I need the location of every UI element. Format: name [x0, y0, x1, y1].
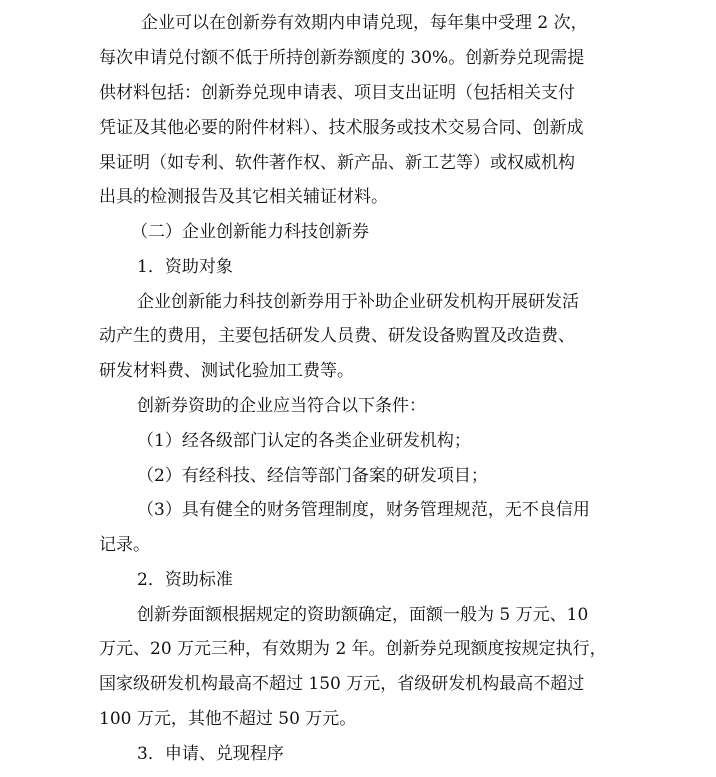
paragraph-line: 每次申请兑付额不低于所持创新券额度的 30%。创新券兑现需提	[99, 48, 585, 68]
list-item-continuation: 记录。	[99, 535, 150, 555]
paragraph-line: 企业创新能力科技创新券用于补助企业研发机构开展研发活	[137, 292, 579, 312]
paragraph-line: 企业可以在创新券有效期内申请兑现，每年集中受理 2 次，	[141, 13, 588, 33]
paragraph-line: 100 万元，其他不超过 50 万元。	[99, 709, 357, 729]
paragraph-line: 研发材料费、测试化验加工费等。	[99, 361, 354, 381]
paragraph-line: 出具的检测报告及其它相关辅证材料。	[99, 187, 388, 207]
paragraph-line: 创新券面额根据规定的资助额确定，面额一般为 5 万元、10	[137, 605, 589, 625]
subsection-heading: 1．资助对象	[137, 257, 233, 277]
paragraph-line: 万元、20 万元三种，有效期为 2 年。创新券兑现额度按规定执行，	[99, 639, 607, 659]
list-item: （1）经各级部门认定的各类企业研发机构；	[137, 431, 471, 451]
paragraph-line: 创新券资助的企业应当符合以下条件：	[137, 396, 426, 416]
list-item: （3）具有健全的财务管理制度，财务管理规范，无不良信用	[137, 500, 590, 520]
list-item: （2）有经科技、经信等部门备案的研发项目；	[137, 466, 488, 486]
subsection-heading: 3．申请、兑现程序	[137, 744, 284, 764]
paragraph-line: 国家级研发机构最高不超过 150 万元，省级研发机构最高不超过	[99, 674, 585, 694]
paragraph-line: 动产生的费用，主要包括研发人员费、研发设备购置及改造费、	[99, 326, 575, 346]
paragraph-line: 果证明（如专利、软件著作权、新产品、新工艺等）或权威机构	[99, 153, 575, 173]
paragraph-line: 凭证及其他必要的附件材料）、技术服务或技术交易合同、创新成	[99, 118, 584, 138]
subsection-heading: 2．资助标准	[137, 570, 233, 590]
section-heading: （二）企业创新能力科技创新券	[131, 222, 369, 242]
paragraph-line: 供材料包括：创新券兑现申请表、项目支出证明（包括相关支付	[99, 83, 575, 103]
